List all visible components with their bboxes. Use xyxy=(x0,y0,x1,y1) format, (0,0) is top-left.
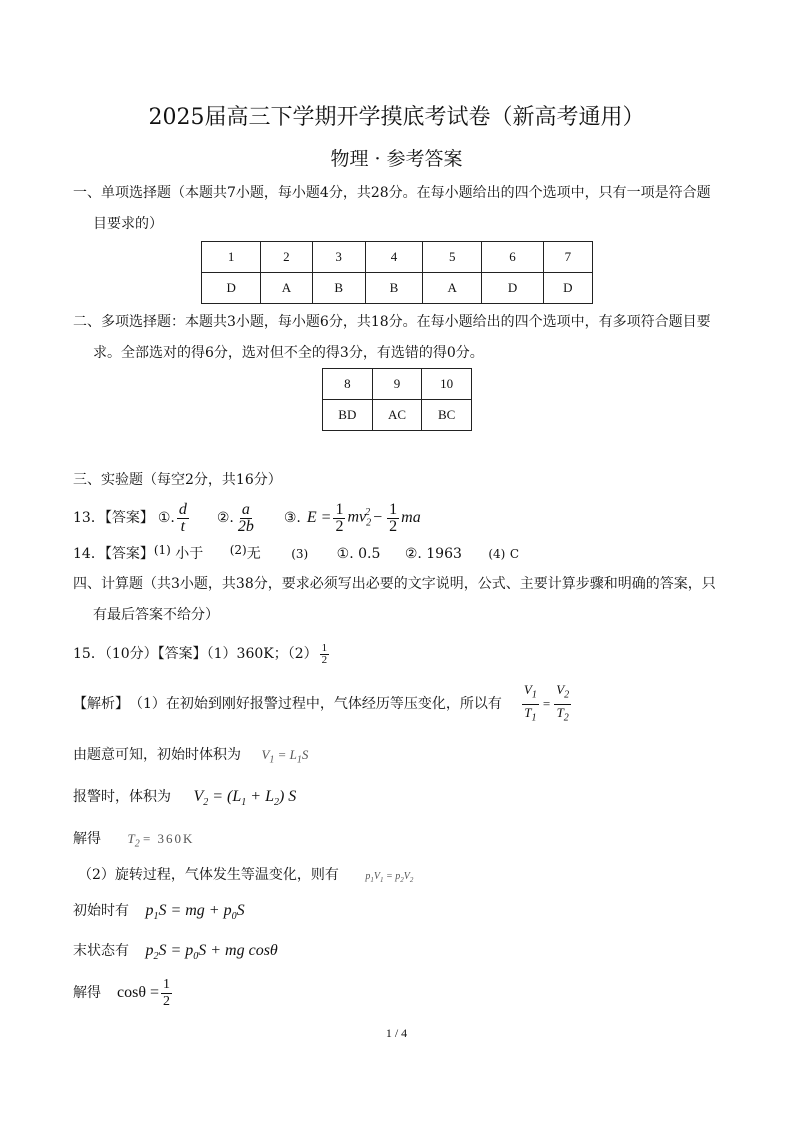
subscript: 2 xyxy=(134,838,140,850)
initial-volume-text: 由题意可知，初始时体积为 xyxy=(73,747,241,763)
q14-part4-mark: (4) xyxy=(488,547,506,561)
q13-equation-lhs: E = xyxy=(306,509,332,526)
solve-angle-line xyxy=(73,973,174,1013)
section4-intro-line2: 有最后答案不给分） xyxy=(93,607,219,623)
symbol: = p xyxy=(385,871,401,882)
question-number-cell: 4 xyxy=(365,242,422,273)
table-row xyxy=(202,273,593,304)
question-number-cell: 10 xyxy=(422,369,472,400)
fraction-numerator: 1 xyxy=(335,500,344,518)
fraction-numerator xyxy=(554,682,571,705)
q14-part2-answer: 无 xyxy=(246,546,261,562)
part2-text: （2）旋转过程，气体发生等温变化，则有 xyxy=(78,867,339,883)
q15-answer-line xyxy=(73,640,331,668)
table-row xyxy=(202,242,593,273)
solve-temperature-line xyxy=(73,829,194,855)
symbol: S xyxy=(301,747,309,762)
question-number-cell: 1 xyxy=(202,242,261,273)
alarm-volume-text: 报警时，体积为 xyxy=(73,789,171,805)
subscript: 2 xyxy=(273,797,279,809)
cosine-fraction xyxy=(161,977,172,1010)
symbol: ) S xyxy=(278,788,297,805)
symbol: S + mg cosθ xyxy=(198,942,278,959)
symbol: S xyxy=(236,902,245,919)
final-state-equation xyxy=(145,942,278,963)
q15-answer-fraction xyxy=(320,643,330,666)
symbol: V xyxy=(261,747,270,762)
question-number-cell: 9 xyxy=(372,369,422,400)
initial-volume-equation xyxy=(261,747,309,766)
single-choice-answer-table xyxy=(201,241,593,304)
kinetic-term-subscript: 2 xyxy=(366,517,372,529)
answer-cell: D xyxy=(202,273,261,304)
fraction-denominator xyxy=(555,705,571,727)
charles-law-right-fraction xyxy=(554,682,571,726)
temperature-equation xyxy=(127,831,195,850)
analysis-text: （1）在初始到刚好报警过程中，气体经历等压变化，所以有 xyxy=(129,696,502,712)
section1-intro-line2: 目要求的） xyxy=(93,216,163,232)
answer-cell: A xyxy=(261,273,312,304)
alarm-volume-equation xyxy=(193,788,297,809)
table-row xyxy=(323,400,472,431)
q13-minus-sign: − xyxy=(373,509,383,526)
subscript: 1 xyxy=(296,754,302,766)
symbol: V xyxy=(523,681,532,697)
answer-cell: B xyxy=(312,273,365,304)
answer-cell: BC xyxy=(422,400,472,431)
q14-part4-answer: C xyxy=(509,547,519,561)
subscript: 1 xyxy=(531,712,537,724)
answer-cell: B xyxy=(365,273,422,304)
q13-fraction-half-1 xyxy=(333,502,345,535)
symbol: V xyxy=(193,788,204,805)
subscript: 2 xyxy=(563,712,569,724)
symbol: T xyxy=(556,704,564,720)
q14-part2-mark: (2) xyxy=(229,543,247,557)
q14-part3b-answer: ②. 1963 xyxy=(404,546,462,562)
subscript: 1 xyxy=(269,754,275,766)
solve-label: 解得 xyxy=(73,831,101,847)
subscript: 1 xyxy=(531,689,537,701)
fraction-denominator: 2 xyxy=(335,517,344,535)
final-state-line xyxy=(73,941,278,967)
subscript: 2 xyxy=(409,876,414,884)
q14-answer-line xyxy=(73,540,519,564)
multiple-choice-answer-table xyxy=(322,368,472,431)
alarm-volume-line xyxy=(73,787,296,813)
answer-cell: AC xyxy=(372,400,422,431)
q14-part1-mark: (1) xyxy=(153,543,171,557)
fraction-numerator: 1 xyxy=(389,500,398,518)
initial-state-equation xyxy=(145,902,245,923)
subscript: 2 xyxy=(400,876,404,884)
fraction-denominator: 2 xyxy=(163,993,171,1009)
subscript: 2 xyxy=(153,951,159,963)
fraction-numerator: 1 xyxy=(321,641,328,654)
symbol: V xyxy=(556,681,565,697)
section3-intro: 三、实验题（每空2分，共16分） xyxy=(73,472,282,488)
q14-part3-mark: (3) xyxy=(291,547,309,561)
final-state-text: 末状态有 xyxy=(73,943,129,959)
cosine-equation: cosθ = xyxy=(117,984,160,1001)
fraction-denominator xyxy=(522,705,538,727)
boyle-law-equation xyxy=(365,871,413,882)
symbol: + L xyxy=(250,788,274,805)
section4-intro-line1: 四、计算题（共3小题，共38分，要求必须写出必要的文字说明，公式、主要计算步骤和明确的答案，只 xyxy=(73,576,716,592)
page-number: 1 / 4 xyxy=(385,1026,408,1040)
q14-part3a-answer: ①. 0.5 xyxy=(336,546,381,562)
table-row xyxy=(323,369,472,400)
subscript: 1 xyxy=(370,876,374,884)
q13-label: 13．【答案】 xyxy=(73,510,154,526)
answer-cell: D xyxy=(543,273,592,304)
initial-volume-line xyxy=(73,745,308,771)
q13-part2-mark: ②. xyxy=(216,510,234,526)
q13-part1-fraction xyxy=(177,502,189,535)
document-title: 2025届高三下学期开学摸底考试卷（新高考通用） xyxy=(148,105,645,130)
value: = 360K xyxy=(142,831,195,846)
symbol: V xyxy=(403,871,410,882)
symbol: p xyxy=(145,942,154,959)
symbol: T xyxy=(127,831,135,846)
question-number-cell: 8 xyxy=(323,369,373,400)
q13-part1-mark: ①. xyxy=(157,510,175,526)
question-number-cell: 7 xyxy=(543,242,592,273)
subscript: 0 xyxy=(231,911,237,923)
subscript: 0 xyxy=(193,951,199,963)
equals-sign: = xyxy=(542,696,551,711)
symbol: = (L xyxy=(212,788,242,805)
subscript: 1 xyxy=(241,797,247,809)
section1-intro-line1: 一、单项选择题（本题共7小题，每小题4分，共28分。在每小题给出的四个选项中，只有一项是符合题 xyxy=(73,185,711,201)
symbol: S = mg + p xyxy=(158,902,232,919)
kinetic-term-base: mv xyxy=(347,508,367,526)
fraction-numerator: d xyxy=(178,500,187,518)
q13-part3-mark: ③. xyxy=(283,510,301,526)
q15-answer-label: 15．（10分）【答案】（1）360K；（2） xyxy=(73,646,318,662)
fraction-numerator: 1 xyxy=(163,976,171,992)
q13-answer-line xyxy=(73,500,421,536)
subscript: 1 xyxy=(153,911,159,923)
solve-label: 解得 xyxy=(73,985,101,1001)
q13-part2-fraction xyxy=(236,502,256,535)
question-number-cell: 5 xyxy=(423,242,482,273)
symbol: p xyxy=(365,871,371,882)
symbol: p xyxy=(145,902,154,919)
q13-force-term: ma xyxy=(401,509,421,526)
question-number-cell: 2 xyxy=(261,242,312,273)
fraction-numerator: a xyxy=(241,500,250,518)
initial-state-line xyxy=(73,901,245,927)
question-number-cell: 6 xyxy=(482,242,543,273)
kinetic-term-superscript: 2 xyxy=(365,506,371,518)
fraction-denominator: t xyxy=(180,517,186,535)
charles-law-left-fraction xyxy=(522,682,539,726)
question-number-cell: 3 xyxy=(312,242,365,273)
answer-cell: BD xyxy=(323,400,373,431)
subscript: 2 xyxy=(203,797,209,809)
answer-cell: D xyxy=(482,273,543,304)
q13-kinetic-term xyxy=(347,503,370,534)
q13-fraction-half-2 xyxy=(387,502,399,535)
q14-part1-answer: 小于 xyxy=(175,546,204,562)
q14-label: 14．【答案】 xyxy=(73,546,154,562)
section2-intro-line2: 求。全部选对的得6分，选对但不全的得3分，有选错的得0分。 xyxy=(93,345,484,361)
fraction-denominator: 2 xyxy=(321,653,328,666)
subscript: 2 xyxy=(564,689,570,701)
symbol: = L xyxy=(277,747,297,762)
analysis-label: 【解析】 xyxy=(73,696,129,712)
fraction-denominator: 2b xyxy=(237,517,254,535)
initial-state-text: 初始时有 xyxy=(73,903,129,919)
analysis-line xyxy=(73,681,573,724)
symbol: T xyxy=(524,704,532,720)
document-subtitle: 物理 · 参考答案 xyxy=(330,148,463,170)
symbol: S = p xyxy=(158,942,194,959)
answer-cell: A xyxy=(423,273,482,304)
fraction-numerator xyxy=(522,682,539,705)
subscript: 1 xyxy=(379,876,384,884)
part2-line xyxy=(78,865,413,890)
fraction-denominator: 2 xyxy=(389,517,398,535)
symbol: V xyxy=(373,871,380,882)
section2-intro-line1: 二、多项选择题：本题共3小题，每小题6分，共18分。在每小题给出的四个选项中，有多项符合题目要 xyxy=(73,314,711,330)
